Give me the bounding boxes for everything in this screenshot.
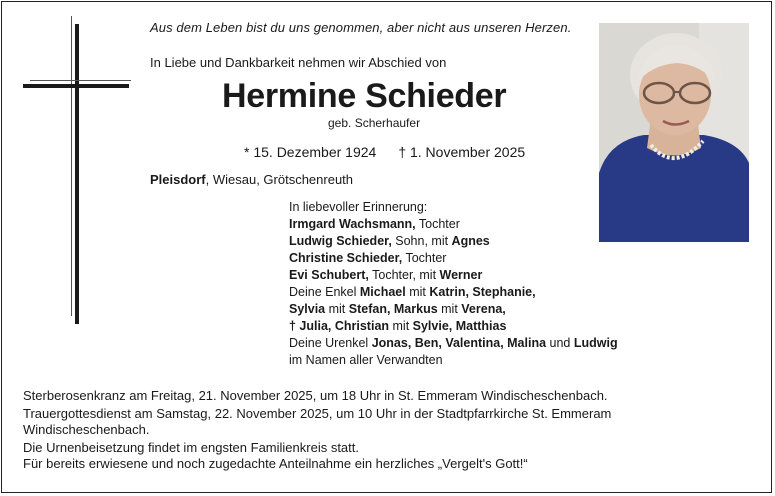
mourner-line-segment: Katrin, Stephanie, bbox=[429, 285, 536, 299]
portrait-photo bbox=[599, 23, 749, 242]
places bbox=[150, 172, 353, 187]
service-note-cont: Windischeschenbach. bbox=[23, 422, 150, 437]
death-date: † 1. November 2025 bbox=[398, 144, 526, 160]
mourner-line-segment: Ludwig bbox=[573, 336, 618, 350]
mourner-line-segment: Evi Schubert, bbox=[289, 268, 369, 282]
mourner-line-segment: Deine Enkel bbox=[289, 285, 360, 299]
mourner-line-segment: mit bbox=[389, 319, 413, 333]
mourners-heading: In liebevoller Erinnerung: bbox=[289, 200, 428, 214]
mourner-line bbox=[289, 216, 618, 233]
mourner-line bbox=[289, 352, 618, 369]
mourner-line-segment: Agnes bbox=[451, 234, 490, 248]
mourner-line-segment: mit bbox=[405, 285, 430, 299]
mourner-line bbox=[289, 250, 618, 267]
rosary-note: Sterberosenkranz am Freitag, 21. November 2025, um 18 Uhr in St. Emmeram Windischeschenbach. bbox=[23, 388, 608, 403]
place-rest: , Wiesau, Grötschenreuth bbox=[205, 172, 354, 187]
intro-text: In Liebe und Dankbarkeit nehmen wir Abschied von bbox=[150, 55, 447, 70]
mourner-line bbox=[289, 335, 618, 352]
mourner-line-segment: Tochter bbox=[402, 251, 447, 265]
mourner-line-segment: Verena, bbox=[461, 302, 506, 316]
mourner-line bbox=[289, 233, 618, 250]
mourner-line-segment: im Namen aller Verwandten bbox=[289, 353, 443, 367]
mourner-line bbox=[289, 267, 618, 284]
deceased-name: Hermine Schieder bbox=[222, 77, 507, 115]
mourner-line-segment: Sylvia bbox=[289, 302, 326, 316]
mourner-line-segment: und bbox=[546, 336, 574, 350]
mourner-line-segment: Tochter, mit bbox=[368, 268, 440, 282]
birth-name: geb. Scherhaufer bbox=[328, 116, 421, 130]
mourner-line-segment: Irmgard Wachsmann, bbox=[289, 217, 416, 231]
thanks-note: Für bereits erwiesene und noch zugedachte Anteilnahme ein herzliches „Vergelt's Gott!“ bbox=[23, 456, 528, 471]
mourner-line-segment: Stefan, Markus bbox=[348, 302, 438, 316]
mourner-line-segment: Sohn, mit bbox=[391, 234, 452, 248]
service-note: Trauergottesdienst am Samstag, 22. November 2025, um 10 Uhr in der Stadtpfarrkirche St. Emmeram bbox=[23, 406, 612, 421]
birth-date: * 15. Dezember 1924 bbox=[244, 144, 377, 160]
mourner-line-segment: mit bbox=[437, 302, 462, 316]
mourner-line-segment: Michael bbox=[359, 285, 406, 299]
mourner-line-segment: Sylvie, Matthias bbox=[412, 319, 507, 333]
mourner-line bbox=[289, 284, 618, 301]
mourner-line-segment: Christine Schieder, bbox=[289, 251, 403, 265]
mourner-line bbox=[289, 301, 618, 318]
mourner-line-segment: Deine Urenkel bbox=[289, 336, 372, 350]
place-main: Pleisdorf bbox=[150, 172, 206, 187]
mourner-line-segment: Jonas, Ben, Valentina, Malina bbox=[371, 336, 547, 350]
mourner-line-segment: Ludwig Schieder, bbox=[289, 234, 392, 248]
footer-notes bbox=[23, 388, 611, 472]
mourner-line-segment: mit bbox=[325, 302, 349, 316]
mourner-line bbox=[289, 318, 618, 335]
mourner-line-segment: † Julia, Christian bbox=[289, 319, 390, 333]
mourner-line-segment: Werner bbox=[439, 268, 483, 282]
motto: Aus dem Leben bist du uns genommen, aber nicht aus unseren Herzen. bbox=[150, 20, 572, 35]
burial-note: Die Urnenbeisetzung findet im engsten Familienkreis statt. bbox=[23, 440, 359, 455]
mourner-line-segment: Tochter bbox=[415, 217, 460, 231]
life-dates bbox=[244, 144, 525, 160]
mourners-list bbox=[289, 199, 618, 369]
